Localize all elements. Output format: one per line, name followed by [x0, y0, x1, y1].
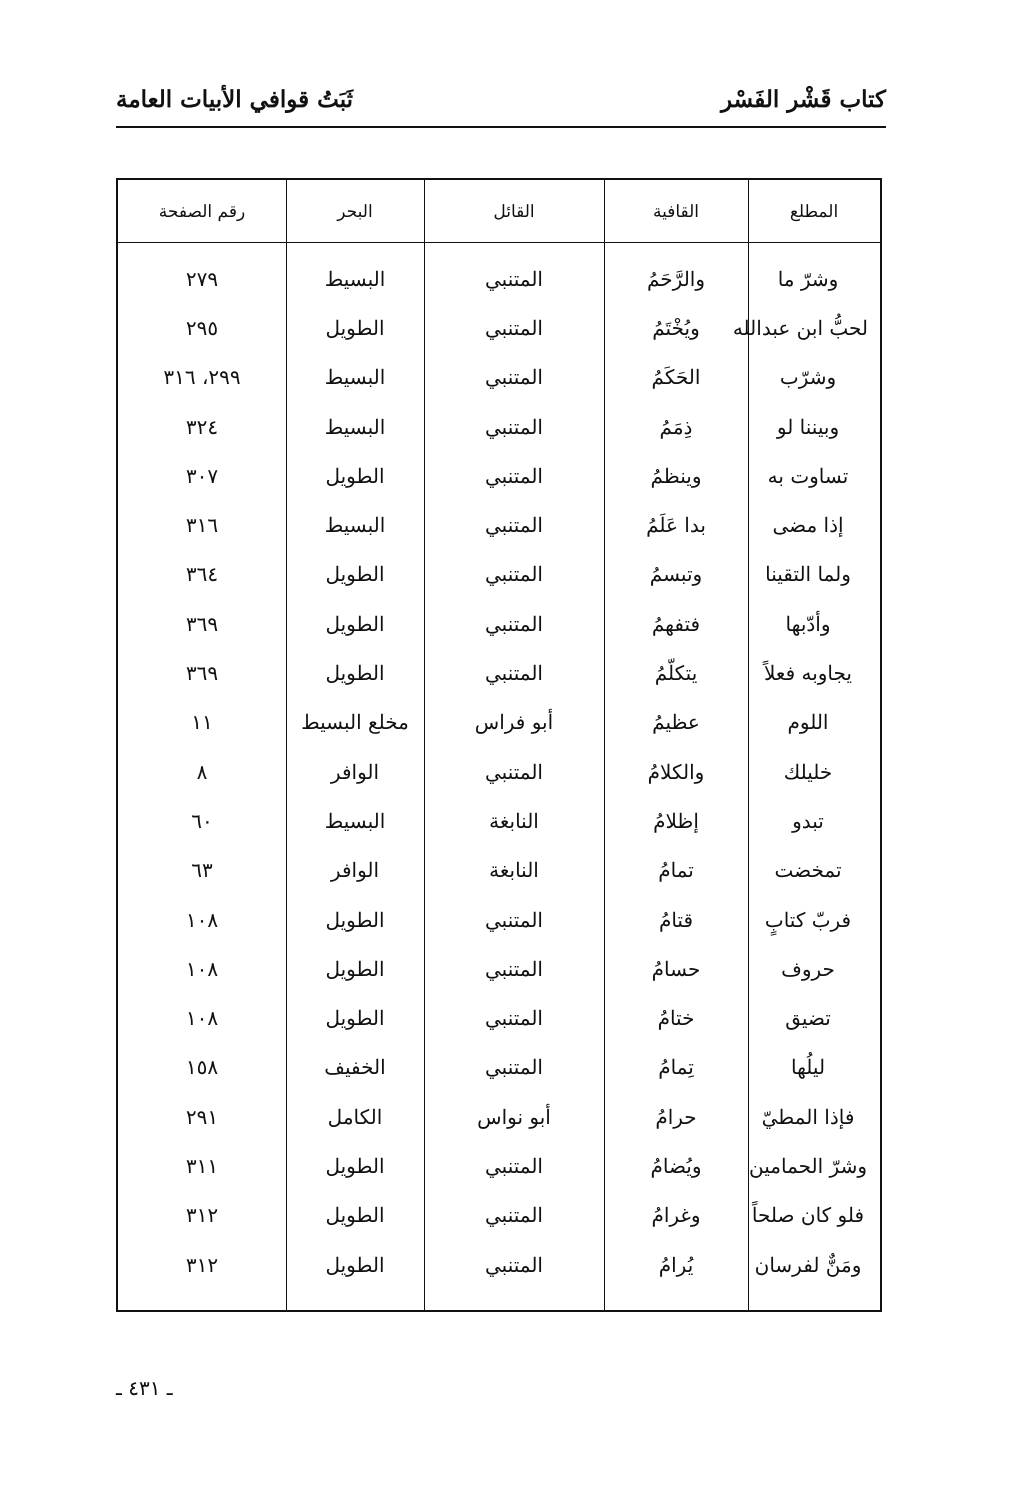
- book-title: كتاب قَشْر الفَسْر: [720, 86, 886, 113]
- cell-meter: البسيط: [324, 365, 386, 390]
- cell-page-number: ٢٧٩: [185, 266, 219, 291]
- cell-poet: المتنبي: [485, 1203, 543, 1228]
- table-row: [118, 244, 880, 303]
- cell-meter: الكامل: [327, 1104, 383, 1129]
- cell-poet: المتنبي: [485, 1055, 543, 1080]
- cell-opening: خليلك: [783, 759, 833, 784]
- cell-poet: النابغة: [489, 808, 539, 833]
- cell-poet: النابغة: [489, 858, 539, 883]
- table-body: [118, 244, 880, 1289]
- cell-rhyme: فتفهمُ: [651, 611, 701, 636]
- cell-page-number: ١٥٨: [185, 1055, 219, 1080]
- cell-opening: لحبُّ ابن عبدالله: [732, 315, 868, 340]
- cell-page-number: ٨: [196, 759, 208, 784]
- cell-rhyme: والكلامُ: [647, 759, 705, 784]
- table-row: [118, 550, 880, 599]
- cell-meter: البسيط: [324, 414, 386, 439]
- table-row: [118, 500, 880, 549]
- page-header: [116, 80, 886, 128]
- table-row: [118, 895, 880, 944]
- cell-opening: إذا مضى: [772, 513, 844, 538]
- cell-opening: ومَنٌّ لفرسان: [754, 1252, 862, 1277]
- table-row: [118, 993, 880, 1042]
- cell-opening: وشرّب: [779, 365, 837, 390]
- table-row: [118, 353, 880, 402]
- cell-meter: الطويل: [325, 315, 385, 340]
- cell-page-number: ٣١٢: [185, 1252, 219, 1277]
- cell-opening: وشرّ الحمامين: [749, 1153, 867, 1178]
- cell-opening: ليلُها: [790, 1055, 826, 1080]
- cell-rhyme: قتامُ: [658, 907, 694, 932]
- cell-opening: فربّ كتابٍ: [764, 907, 852, 932]
- cell-poet: المتنبي: [485, 611, 543, 636]
- cell-opening: وبيننا لو: [776, 414, 840, 439]
- cell-rhyme: ويُضامُ: [650, 1153, 702, 1178]
- cell-meter: الطويل: [325, 907, 385, 932]
- cell-page-number: ٢٩٥: [185, 315, 219, 340]
- table-header-row: [118, 180, 880, 244]
- cell-page-number: ١٠٨: [185, 956, 219, 981]
- column-header-rhyme: القافية: [652, 202, 700, 222]
- table-row: [118, 402, 880, 451]
- cell-meter: البسيط: [324, 266, 386, 291]
- cell-poet: المتنبي: [485, 266, 543, 291]
- table-row: [118, 846, 880, 895]
- index-grid: [118, 180, 880, 1289]
- cell-opening: تمخضت: [774, 858, 842, 883]
- table-row: [118, 1141, 880, 1190]
- cell-opening: يجاوبه فعلاً: [763, 661, 853, 686]
- cell-page-number: ٢٩١: [185, 1104, 219, 1129]
- table-row: [118, 796, 880, 845]
- table-row: [118, 1092, 880, 1141]
- cell-poet: المتنبي: [485, 414, 543, 439]
- cell-poet: المتنبي: [485, 661, 543, 686]
- cell-meter: مخلع البسيط: [301, 710, 409, 735]
- cell-meter: الوافر: [330, 759, 380, 784]
- cell-poet: المتنبي: [485, 1153, 543, 1178]
- column-header-meter: البحر: [337, 202, 373, 222]
- cell-meter: الوافر: [330, 858, 380, 883]
- cell-poet: أبو نواس: [477, 1104, 551, 1129]
- table-row: [118, 1240, 880, 1289]
- cell-rhyme: ويُخْتَمُ: [652, 315, 700, 340]
- cell-rhyme: إظلامُ: [653, 808, 699, 833]
- cell-meter: الطويل: [325, 956, 385, 981]
- cell-poet: المتنبي: [485, 365, 543, 390]
- cell-meter: الطويل: [325, 611, 385, 636]
- rhyme-index-table: [116, 178, 882, 1312]
- column-header-page: رقم الصفحة: [158, 202, 246, 222]
- table-row: [118, 451, 880, 500]
- cell-page-number: ٣١١: [185, 1153, 219, 1178]
- cell-meter: الخفيف: [324, 1055, 386, 1080]
- cell-page-number: ١١: [191, 710, 213, 735]
- cell-page-number: ٣٢٤: [185, 414, 219, 439]
- cell-poet: المتنبي: [485, 513, 543, 538]
- cell-rhyme: وينظمُ: [650, 463, 702, 488]
- cell-poet: المتنبي: [485, 463, 543, 488]
- column-header-poet: القائل: [493, 202, 535, 222]
- cell-opening: وأدّبها: [785, 611, 831, 636]
- table-row: [118, 303, 880, 352]
- cell-rhyme: بدا عَلَمُ: [646, 513, 706, 538]
- cell-rhyme: الحَكَمُ: [651, 365, 701, 390]
- cell-rhyme: ختامُ: [657, 1006, 695, 1031]
- cell-rhyme: وتبسمُ: [649, 562, 703, 587]
- table-row: [118, 599, 880, 648]
- cell-rhyme: ذِمَمُ: [659, 414, 693, 439]
- cell-poet: المتنبي: [485, 907, 543, 932]
- cell-rhyme: عظيمُ: [652, 710, 700, 735]
- cell-page-number: ١٠٨: [185, 1006, 219, 1031]
- cell-opening: ولما التقينا: [765, 562, 851, 587]
- cell-rhyme: تِمامُ: [658, 1055, 694, 1080]
- cell-rhyme: حرامُ: [655, 1104, 697, 1129]
- cell-poet: المتنبي: [485, 956, 543, 981]
- page-number: ـ ٤٣١ ـ: [116, 1376, 173, 1400]
- cell-page-number: ١٠٨: [185, 907, 219, 932]
- cell-poet: المتنبي: [485, 1006, 543, 1031]
- section-title: ثَبَتُ قوافي الأبيات العامة: [116, 86, 354, 113]
- table-row: [118, 1043, 880, 1092]
- table-row: [118, 698, 880, 747]
- cell-opening: تساوت به: [767, 463, 849, 488]
- column-header-opening: المطلع: [789, 202, 839, 222]
- cell-opening: وشرّ ما: [777, 266, 839, 291]
- cell-page-number: ٣٦٩: [185, 611, 219, 636]
- cell-page-number: ٣٦٩: [185, 661, 219, 686]
- cell-meter: الطويل: [325, 463, 385, 488]
- cell-page-number: ٢٩٩، ٣١٦: [163, 365, 241, 390]
- cell-rhyme: حسامُ: [651, 956, 701, 981]
- cell-page-number: ٣٦٤: [185, 562, 219, 587]
- cell-meter: الطويل: [325, 1252, 385, 1277]
- cell-opening: حروف: [781, 956, 835, 981]
- cell-meter: الطويل: [325, 562, 385, 587]
- cell-rhyme: يتكلّمُ: [654, 661, 698, 686]
- table-row: [118, 747, 880, 796]
- cell-meter: الطويل: [325, 661, 385, 686]
- table-row: [118, 1191, 880, 1240]
- table-row: [118, 648, 880, 697]
- cell-meter: البسيط: [324, 513, 386, 538]
- cell-opening: اللوم: [787, 710, 829, 735]
- cell-rhyme: يُرامُ: [658, 1252, 694, 1277]
- cell-poet: المتنبي: [485, 759, 543, 784]
- cell-opening: تضيق: [785, 1006, 831, 1031]
- cell-meter: البسيط: [324, 808, 386, 833]
- cell-page-number: ٣٠٧: [185, 463, 219, 488]
- cell-opening: فإذا المطيّ: [761, 1104, 855, 1129]
- cell-opening: تبدو: [792, 808, 824, 833]
- cell-page-number: ٦٣: [191, 858, 213, 883]
- cell-page-number: ٣١٦: [185, 513, 219, 538]
- cell-page-number: ٦٠: [191, 808, 213, 833]
- cell-poet: المتنبي: [485, 562, 543, 587]
- cell-poet: أبو فراس: [474, 710, 554, 735]
- cell-meter: الطويل: [325, 1006, 385, 1031]
- cell-poet: المتنبي: [485, 315, 543, 340]
- cell-meter: الطويل: [325, 1153, 385, 1178]
- cell-rhyme: تمامُ: [658, 858, 694, 883]
- cell-poet: المتنبي: [485, 1252, 543, 1277]
- cell-opening: فلو كان صلحاً: [751, 1203, 865, 1228]
- table-row: [118, 944, 880, 993]
- cell-page-number: ٣١٢: [185, 1203, 219, 1228]
- cell-rhyme: وغرامُ: [651, 1203, 701, 1228]
- cell-rhyme: والرَّحَمُ: [646, 266, 706, 291]
- cell-meter: الطويل: [325, 1203, 385, 1228]
